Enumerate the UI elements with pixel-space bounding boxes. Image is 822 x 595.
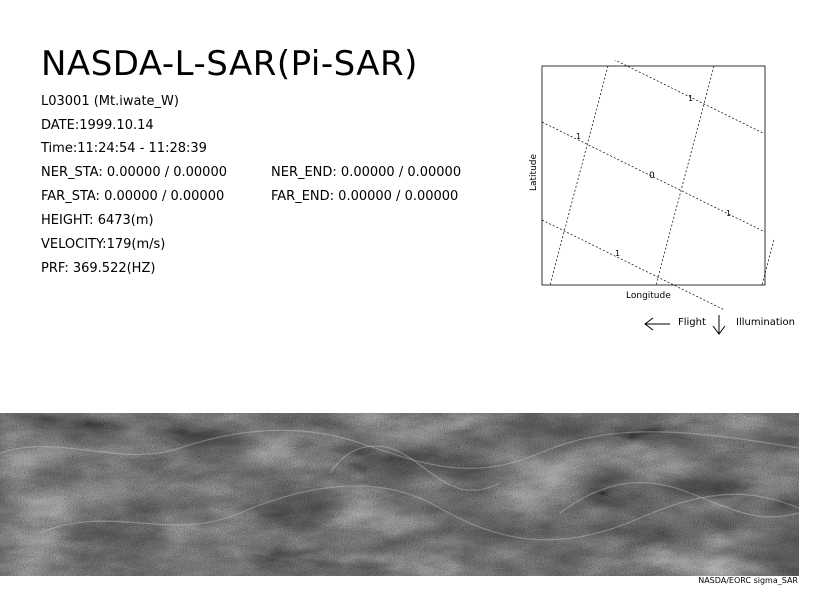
pulse-repetition-frequency: PRF: 369.522(HZ) [41, 261, 156, 276]
grid-line [656, 66, 714, 285]
grid-label-center: 0 [649, 171, 655, 181]
scene-id: L03001 (Mt.iwate_W) [41, 94, 179, 109]
sar-terrain-image [0, 413, 799, 576]
longitude-axis-label: Longitude [626, 291, 671, 301]
flight-height: HEIGHT: 6473(m) [41, 213, 154, 228]
flight-velocity: VELOCITY:179(m/s) [41, 237, 166, 252]
acquisition-time: Time:11:24:54 - 11:28:39 [41, 141, 207, 156]
illumination-label: Illumination [736, 317, 795, 328]
flight-label: Flight [678, 317, 706, 328]
location-diagram-svg [526, 60, 774, 310]
sar-image [0, 413, 799, 576]
image-credit: NASDA/EORC sigma_SAR [698, 576, 798, 585]
grid-line [762, 66, 774, 285]
direction-legend [643, 314, 803, 336]
arrow-down-icon [712, 314, 726, 336]
grid-label: 1 [576, 132, 582, 141]
near-start-coord: NER_STA: 0.00000 / 0.00000 [41, 165, 227, 180]
far-end-coord: FAR_END: 0.00000 / 0.00000 [271, 189, 459, 204]
grid-label: 1 [688, 94, 694, 103]
location-diagram [526, 60, 774, 310]
arrow-left-icon [643, 317, 671, 331]
near-end-coord: NER_END: 0.00000 / 0.00000 [271, 165, 462, 180]
acquisition-date: DATE:1999.10.14 [41, 118, 154, 133]
grid-label: 1 [726, 209, 732, 218]
diagram-grid [526, 60, 774, 310]
grid-line [542, 60, 765, 134]
grid-label: 1 [615, 249, 621, 258]
grid-line [550, 66, 608, 285]
far-start-coord: FAR_STA: 0.00000 / 0.00000 [41, 189, 225, 204]
latitude-axis-label: Latitude [529, 153, 539, 191]
page-title: NASDA-L-SAR(Pi-SAR) [41, 44, 418, 84]
